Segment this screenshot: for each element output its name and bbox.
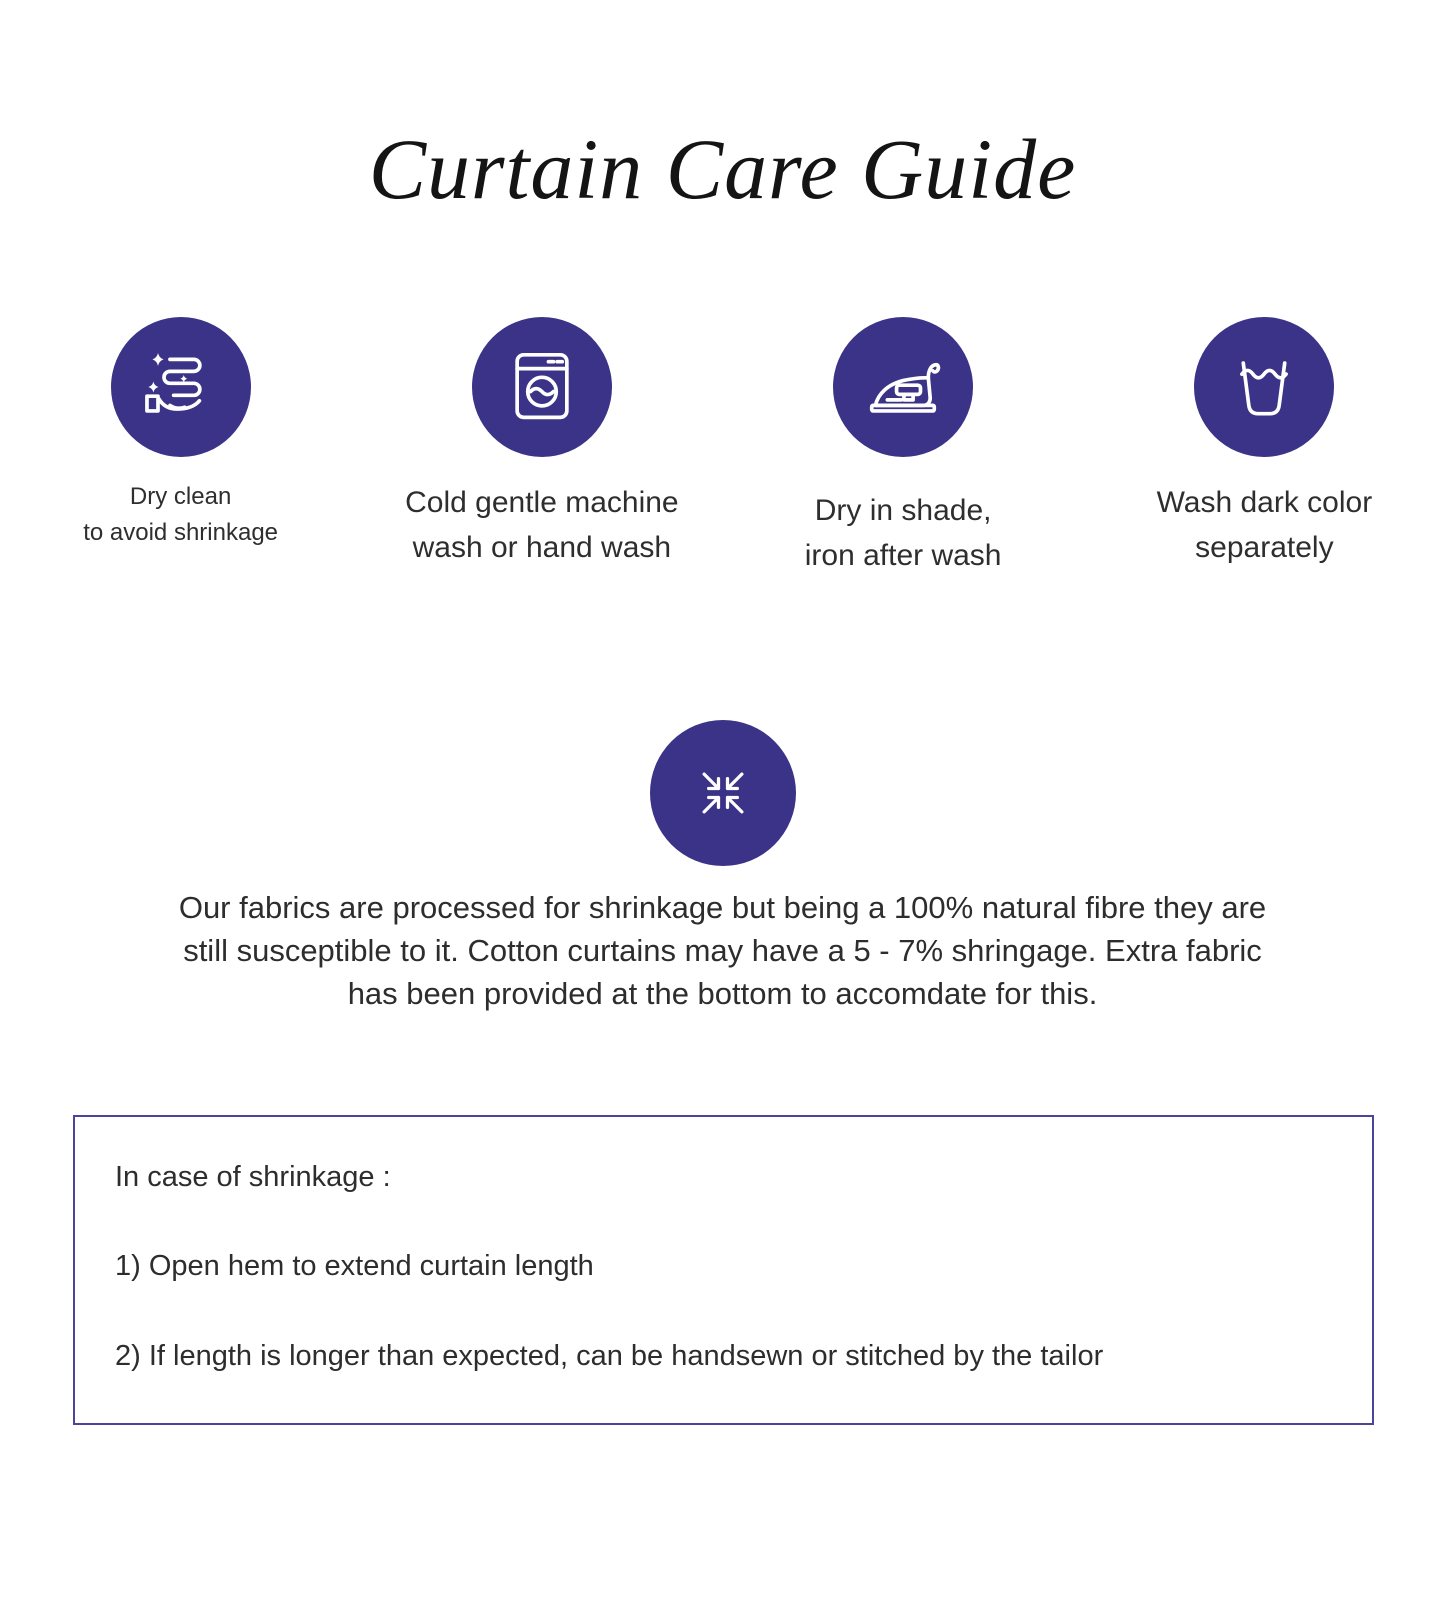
shrinkage-note	[0, 886, 1445, 1015]
shrink-arrows-icon	[682, 752, 764, 834]
shrinkage-note-line: still susceptible to it. Cotton curtains may have a 5 - 7% shringage. Extra fabric	[183, 932, 1262, 968]
caption-line: Wash dark color	[1156, 486, 1373, 520]
dry-clean-icon	[135, 341, 227, 433]
wash-basin-icon	[1218, 341, 1310, 433]
care-item-caption	[805, 489, 1002, 578]
care-item-iron	[723, 317, 1084, 578]
caption-line: to avoid shrinkage	[83, 518, 279, 546]
dry-clean-badge	[111, 317, 251, 457]
shrinkage-box-heading: In case of shrinkage :	[115, 1160, 391, 1193]
care-item-dry-clean	[0, 317, 361, 578]
washing-machine-icon	[496, 341, 588, 433]
caption-line: Cold gentle machine	[405, 486, 679, 520]
caption-line: separately	[1195, 530, 1334, 564]
care-item-caption	[405, 481, 679, 570]
care-item-machine-wash	[361, 317, 722, 578]
caption-line: Dry clean	[129, 483, 232, 511]
shrinkage-step-2: 2) If length is longer than expected, can be handsewn or stitched by the tailor	[115, 1339, 1104, 1372]
shrinkage-step-1: 1) Open hem to extend curtain length	[115, 1249, 594, 1282]
caption-line: iron after wash	[804, 538, 1002, 572]
machine-wash-badge	[472, 317, 612, 457]
care-item-caption	[1157, 481, 1373, 570]
page-title: Curtain Care Guide	[368, 121, 1077, 217]
shrinkage-instructions-box	[73, 1115, 1374, 1425]
wash-dark-badge	[1194, 317, 1334, 457]
caption-line: Dry in shade,	[814, 494, 992, 528]
caption-line: wash or hand wash	[412, 530, 672, 564]
iron-badge	[833, 317, 973, 457]
care-item-wash-dark	[1084, 317, 1445, 578]
shrink-badge	[650, 720, 796, 866]
iron-icon	[857, 341, 949, 433]
shrink-section	[0, 720, 1445, 866]
shrinkage-note-line: has been provided at the bottom to accomdate for this.	[347, 975, 1098, 1011]
care-item-caption	[83, 479, 278, 550]
shrinkage-note-line: Our fabrics are processed for shrinkage but being a 100% natural fibre they are	[178, 889, 1267, 925]
care-icons-row	[0, 317, 1445, 578]
